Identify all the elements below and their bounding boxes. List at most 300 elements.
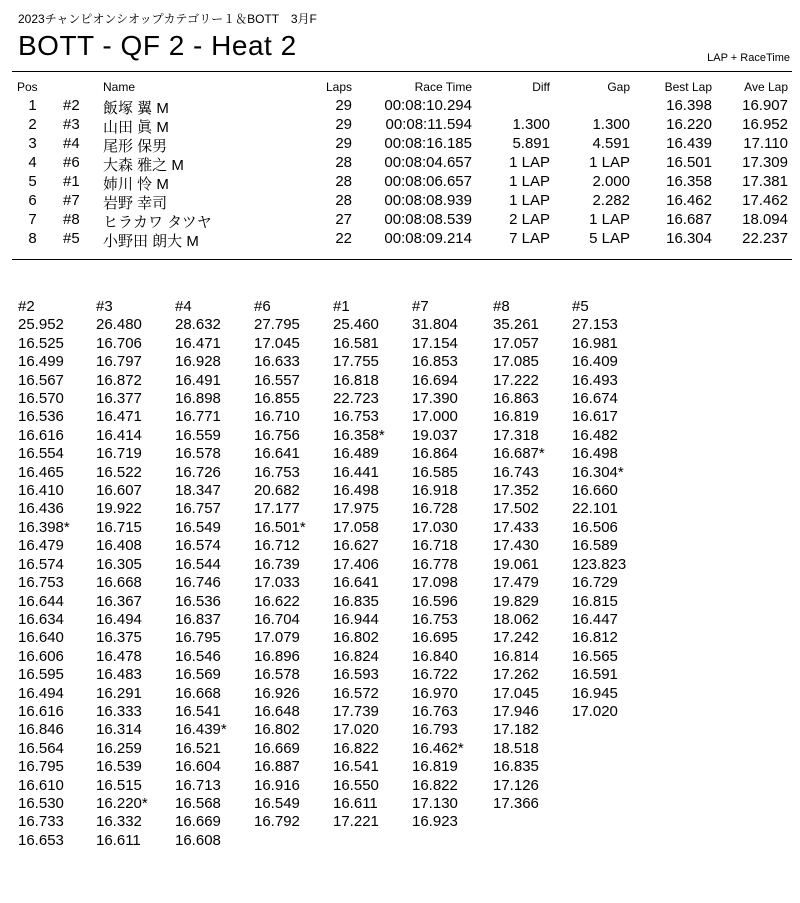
lap-time: 16.611 bbox=[333, 794, 378, 812]
col-racetime-header: Race Time bbox=[414, 80, 472, 94]
lap-column-header: #8 bbox=[493, 298, 510, 315]
lap-column-header: #4 bbox=[175, 298, 192, 315]
lap-time: 16.746 bbox=[175, 574, 221, 592]
result-pos: 4 bbox=[28, 154, 37, 171]
lap-time: 17.126 bbox=[493, 776, 539, 794]
lap-time: 16.574 bbox=[18, 555, 64, 573]
lap-time: 16.855 bbox=[254, 390, 300, 408]
result-race-time: 00:08:06.657 bbox=[384, 173, 472, 190]
lap-time: 16.506 bbox=[572, 518, 618, 536]
lap-time: 16.674 bbox=[572, 390, 618, 408]
col-avelap-header: Ave Lap bbox=[744, 80, 788, 94]
result-pos: 2 bbox=[28, 116, 37, 133]
lap-time: 16.763 bbox=[412, 702, 458, 720]
lap-time: 16.846 bbox=[18, 721, 64, 739]
lap-time: 16.332 bbox=[96, 813, 142, 831]
lap-time: 16.694 bbox=[412, 371, 458, 389]
lap-time: 16.530 bbox=[18, 794, 64, 812]
lap-time: 16.304* bbox=[572, 463, 624, 481]
lap-time: 16.578 bbox=[175, 445, 221, 463]
lap-time: 16.916 bbox=[254, 776, 300, 794]
lap-time: 16.567 bbox=[18, 371, 64, 389]
result-race-time: 00:08:04.657 bbox=[384, 154, 472, 171]
lap-time: 16.482 bbox=[572, 426, 618, 444]
lap-column-header: #2 bbox=[18, 298, 35, 315]
lap-time: 16.743 bbox=[493, 463, 539, 481]
result-ave: 16.952 bbox=[742, 116, 788, 133]
lap-time: 17.390 bbox=[412, 390, 458, 408]
lap-time: 16.410 bbox=[18, 482, 64, 500]
result-ave: 17.462 bbox=[742, 192, 788, 209]
lap-time: 17.000 bbox=[412, 408, 458, 426]
col-bestlap-header: Best Lap bbox=[664, 80, 712, 94]
lap-time: 16.756 bbox=[254, 426, 300, 444]
lap-time: 16.565 bbox=[572, 647, 618, 665]
lap-time: 16.792 bbox=[254, 813, 300, 831]
lap-time: 16.753 bbox=[254, 463, 300, 481]
lap-time: 16.668 bbox=[175, 684, 221, 702]
result-no: #4 bbox=[63, 135, 80, 152]
lap-time: 25.460 bbox=[333, 316, 379, 334]
result-diff: 5.891 bbox=[512, 135, 550, 152]
lap-time: 16.564 bbox=[18, 739, 64, 757]
lap-time: 16.550 bbox=[333, 776, 379, 794]
lap-time: 16.536 bbox=[18, 408, 64, 426]
lap-time: 16.367 bbox=[96, 592, 142, 610]
lap-time: 16.536 bbox=[175, 592, 221, 610]
lap-time: 28.632 bbox=[175, 316, 221, 334]
lap-time: 17.085 bbox=[493, 353, 539, 371]
result-pos: 1 bbox=[28, 97, 37, 114]
lap-time: 16.617 bbox=[572, 408, 618, 426]
lap-time: 16.409 bbox=[572, 353, 618, 371]
lap-time: 16.589 bbox=[572, 537, 618, 555]
result-name: 大森 雅之 M bbox=[103, 157, 184, 174]
lap-time: 16.441 bbox=[333, 463, 379, 481]
lap-time: 16.604 bbox=[175, 758, 221, 776]
lap-time: 16.819 bbox=[493, 408, 539, 426]
lap-time: 17.030 bbox=[412, 518, 458, 536]
top-divider bbox=[12, 71, 792, 72]
lap-time: 16.641 bbox=[333, 574, 379, 592]
lap-time: 16.926 bbox=[254, 684, 300, 702]
lap-time: 16.498 bbox=[333, 482, 379, 500]
lap-time: 16.944 bbox=[333, 610, 379, 628]
lap-time: 16.314 bbox=[96, 721, 142, 739]
result-race-time: 00:08:09.214 bbox=[384, 230, 472, 247]
lap-time: 16.715 bbox=[96, 518, 142, 536]
lap-time: 17.755 bbox=[333, 353, 379, 371]
lap-time: 16.814 bbox=[493, 647, 539, 665]
lap-time: 17.045 bbox=[493, 684, 539, 702]
lap-time: 16.887 bbox=[254, 758, 300, 776]
lap-time: 17.221 bbox=[333, 813, 379, 831]
lap-time: 16.853 bbox=[412, 353, 458, 371]
lap-time: 16.595 bbox=[18, 666, 64, 684]
lap-time: 16.572 bbox=[333, 684, 379, 702]
lap-time: 16.687* bbox=[493, 445, 545, 463]
result-laps: 22 bbox=[335, 230, 352, 247]
lap-time: 16.501* bbox=[254, 518, 306, 536]
result-no: #2 bbox=[63, 97, 80, 114]
lap-time: 16.863 bbox=[493, 390, 539, 408]
result-diff: 2 LAP bbox=[509, 211, 550, 228]
result-diff: 1 LAP bbox=[509, 192, 550, 209]
lap-time: 16.568 bbox=[175, 794, 221, 812]
lap-time: 16.522 bbox=[96, 463, 142, 481]
result-best: 16.398 bbox=[666, 97, 712, 114]
lap-time: 16.499 bbox=[18, 353, 64, 371]
lap-time: 16.554 bbox=[18, 445, 64, 463]
lap-time: 19.829 bbox=[493, 592, 539, 610]
lap-time: 16.733 bbox=[18, 813, 64, 831]
lap-time: 16.606 bbox=[18, 647, 64, 665]
lap-time: 16.722 bbox=[412, 666, 458, 684]
lap-column bbox=[254, 298, 306, 832]
lap-time: 16.574 bbox=[175, 537, 221, 555]
lap-time: 19.061 bbox=[493, 555, 539, 573]
result-race-time: 00:08:10.294 bbox=[384, 97, 472, 114]
lap-time: 16.837 bbox=[175, 610, 221, 628]
lap-column bbox=[572, 298, 626, 721]
lap-time: 16.653 bbox=[18, 831, 64, 849]
lap-column bbox=[18, 298, 70, 850]
result-laps: 27 bbox=[335, 211, 352, 228]
lap-time: 16.610 bbox=[18, 776, 64, 794]
lap-time: 16.408 bbox=[96, 537, 142, 555]
result-laps: 28 bbox=[335, 173, 352, 190]
result-ave: 18.094 bbox=[742, 211, 788, 228]
lap-time: 17.098 bbox=[412, 574, 458, 592]
lap-time: 16.578 bbox=[254, 666, 300, 684]
lap-time: 16.824 bbox=[333, 647, 379, 665]
lap-time: 16.546 bbox=[175, 647, 221, 665]
lap-time: 123.823 bbox=[572, 555, 627, 573]
lap-time: 17.182 bbox=[493, 721, 539, 739]
lap-time: 16.797 bbox=[96, 353, 142, 371]
lap-time: 17.262 bbox=[493, 666, 539, 684]
lap-time: 17.222 bbox=[493, 371, 539, 389]
lap-time: 16.557 bbox=[254, 371, 300, 389]
lap-time: 17.130 bbox=[412, 794, 458, 812]
result-laps: 29 bbox=[335, 116, 352, 133]
lap-column bbox=[333, 298, 385, 832]
lap-time: 16.544 bbox=[175, 555, 221, 573]
lap-time: 16.471 bbox=[96, 408, 142, 426]
lap-time: 16.644 bbox=[18, 592, 64, 610]
lap-time: 16.835 bbox=[333, 592, 379, 610]
result-race-time: 00:08:08.539 bbox=[384, 211, 472, 228]
lap-time: 16.726 bbox=[175, 463, 221, 481]
result-best: 16.501 bbox=[666, 154, 712, 171]
result-row bbox=[0, 230, 800, 249]
lap-time: 16.718 bbox=[412, 537, 458, 555]
result-row bbox=[0, 154, 800, 173]
lap-time: 17.430 bbox=[493, 537, 539, 555]
lap-time: 17.406 bbox=[333, 555, 379, 573]
result-gap: 2.000 bbox=[592, 173, 630, 190]
lap-time: 16.593 bbox=[333, 666, 379, 684]
lap-time: 16.778 bbox=[412, 555, 458, 573]
lap-time: 17.058 bbox=[333, 518, 379, 536]
result-ave: 17.309 bbox=[742, 154, 788, 171]
lap-time: 16.607 bbox=[96, 482, 142, 500]
result-no: #8 bbox=[63, 211, 80, 228]
result-name: ヒラカワ タツヤ bbox=[103, 214, 212, 231]
lap-time: 16.669 bbox=[254, 739, 300, 757]
lap-time: 16.622 bbox=[254, 592, 300, 610]
result-no: #7 bbox=[63, 192, 80, 209]
results-table bbox=[0, 80, 800, 249]
lap-time: 16.970 bbox=[412, 684, 458, 702]
lap-time: 16.447 bbox=[572, 610, 618, 628]
lap-time: 16.479 bbox=[18, 537, 64, 555]
lap-time: 16.616 bbox=[18, 426, 64, 444]
lap-column bbox=[493, 298, 545, 813]
lap-time: 16.489 bbox=[333, 445, 379, 463]
lap-time: 16.739 bbox=[254, 555, 300, 573]
lap-time: 16.981 bbox=[572, 334, 618, 352]
lap-time: 16.515 bbox=[96, 776, 142, 794]
lap-time: 16.864 bbox=[412, 445, 458, 463]
lap-column-header: #7 bbox=[412, 298, 429, 315]
lap-time: 18.518 bbox=[493, 739, 539, 757]
result-laps: 29 bbox=[335, 97, 352, 114]
lap-time: 17.033 bbox=[254, 574, 300, 592]
lap-time: 16.793 bbox=[412, 721, 458, 739]
lap-time: 16.896 bbox=[254, 647, 300, 665]
result-name: 岩野 幸司 bbox=[103, 195, 168, 212]
lap-time: 26.480 bbox=[96, 316, 142, 334]
lap-time: 16.414 bbox=[96, 426, 142, 444]
lap-time: 17.045 bbox=[254, 334, 300, 352]
lap-time: 16.570 bbox=[18, 390, 64, 408]
result-row bbox=[0, 173, 800, 192]
lap-time: 35.261 bbox=[493, 316, 539, 334]
lap-time: 16.704 bbox=[254, 610, 300, 628]
lap-time: 16.757 bbox=[175, 500, 221, 518]
result-gap: 1 LAP bbox=[589, 211, 630, 228]
result-name: 山田 眞 M bbox=[103, 119, 169, 136]
result-no: #5 bbox=[63, 230, 80, 247]
lap-time: 16.525 bbox=[18, 334, 64, 352]
lap-time: 16.398* bbox=[18, 518, 70, 536]
lap-time: 17.154 bbox=[412, 334, 458, 352]
lap-time: 17.433 bbox=[493, 518, 539, 536]
lap-time: 16.648 bbox=[254, 702, 300, 720]
lap-time: 16.471 bbox=[175, 334, 221, 352]
lap-time: 16.669 bbox=[175, 813, 221, 831]
lap-time: 16.840 bbox=[412, 647, 458, 665]
result-laps: 28 bbox=[335, 192, 352, 209]
lap-time: 16.898 bbox=[175, 390, 221, 408]
result-ave: 17.110 bbox=[743, 135, 788, 152]
result-gap: 2.282 bbox=[592, 192, 630, 209]
lap-time: 16.611 bbox=[96, 831, 141, 849]
lap-column bbox=[96, 298, 148, 850]
lap-time: 16.706 bbox=[96, 334, 142, 352]
result-no: #3 bbox=[63, 116, 80, 133]
lap-time: 27.795 bbox=[254, 316, 300, 334]
lap-time: 16.812 bbox=[572, 629, 618, 647]
result-best: 16.462 bbox=[666, 192, 712, 209]
result-ave: 16.907 bbox=[742, 97, 788, 114]
lap-time: 17.975 bbox=[333, 500, 379, 518]
result-gap: 1.300 bbox=[592, 116, 630, 133]
lap-time: 16.819 bbox=[412, 758, 458, 776]
result-ave: 17.381 bbox=[742, 173, 788, 190]
lap-time: 16.795 bbox=[175, 629, 221, 647]
result-pos: 7 bbox=[28, 211, 37, 228]
lap-time: 20.682 bbox=[254, 482, 300, 500]
lap-time: 22.101 bbox=[572, 500, 618, 518]
lap-time: 16.375 bbox=[96, 629, 142, 647]
lap-time: 16.710 bbox=[254, 408, 300, 426]
lap-time: 16.377 bbox=[96, 390, 142, 408]
lap-time: 16.305 bbox=[96, 555, 142, 573]
lap-time: 17.177 bbox=[254, 500, 300, 518]
lap-time: 16.712 bbox=[254, 537, 300, 555]
lap-time: 16.541 bbox=[175, 702, 221, 720]
lap-time: 17.020 bbox=[333, 721, 379, 739]
lap-time: 16.220* bbox=[96, 794, 148, 812]
lap-time: 19.922 bbox=[96, 500, 142, 518]
result-laps: 28 bbox=[335, 154, 352, 171]
lap-time: 16.668 bbox=[96, 574, 142, 592]
result-row bbox=[0, 97, 800, 116]
result-diff: 1 LAP bbox=[509, 173, 550, 190]
lap-time: 16.627 bbox=[333, 537, 379, 555]
result-row bbox=[0, 211, 800, 230]
lap-time: 17.366 bbox=[493, 794, 539, 812]
result-ave: 22.237 bbox=[742, 230, 788, 247]
lap-time: 16.541 bbox=[333, 758, 379, 776]
lap-time: 17.079 bbox=[254, 629, 300, 647]
lap-column-header: #1 bbox=[333, 298, 350, 315]
lap-time: 16.494 bbox=[18, 684, 64, 702]
col-diff-header: Diff bbox=[532, 80, 550, 94]
lap-column-header: #5 bbox=[572, 298, 589, 315]
lap-time: 16.695 bbox=[412, 629, 458, 647]
lap-time: 16.591 bbox=[572, 666, 618, 684]
lap-time: 16.436 bbox=[18, 500, 64, 518]
lap-time: 16.822 bbox=[412, 776, 458, 794]
lap-time: 16.945 bbox=[572, 684, 618, 702]
lap-time: 16.569 bbox=[175, 666, 221, 684]
lap-time: 18.347 bbox=[175, 482, 221, 500]
result-pos: 5 bbox=[28, 173, 37, 190]
result-diff: 1.300 bbox=[512, 116, 550, 133]
lap-time: 16.462* bbox=[412, 739, 464, 757]
lap-time: 16.498 bbox=[572, 445, 618, 463]
lap-time: 16.753 bbox=[412, 610, 458, 628]
result-best: 16.358 bbox=[666, 173, 712, 190]
lap-time: 16.640 bbox=[18, 629, 64, 647]
lap-time: 16.918 bbox=[412, 482, 458, 500]
lap-time: 16.795 bbox=[18, 758, 64, 776]
result-name: 飯塚 翼 M bbox=[103, 100, 169, 117]
result-race-time: 00:08:11.594 bbox=[385, 116, 472, 133]
lap-time: 16.521 bbox=[175, 739, 221, 757]
lap-time: 16.291 bbox=[96, 684, 142, 702]
lap-time: 16.802 bbox=[333, 629, 379, 647]
lap-time: 17.479 bbox=[493, 574, 539, 592]
lap-time: 16.259 bbox=[96, 739, 142, 757]
lap-time: 17.057 bbox=[493, 334, 539, 352]
lap-time: 16.596 bbox=[412, 592, 458, 610]
col-gap-header: Gap bbox=[607, 80, 630, 94]
lap-time: 16.815 bbox=[572, 592, 618, 610]
lap-time: 16.549 bbox=[254, 794, 300, 812]
results-body bbox=[0, 97, 800, 249]
lap-time: 16.822 bbox=[333, 739, 379, 757]
lap-column-header: #6 bbox=[254, 298, 271, 315]
lap-time: 16.483 bbox=[96, 666, 142, 684]
result-pos: 8 bbox=[28, 230, 37, 247]
lap-time: 16.491 bbox=[175, 371, 221, 389]
lap-time: 16.719 bbox=[96, 445, 142, 463]
report-mode: LAP + RaceTime bbox=[707, 52, 790, 64]
result-gap: 4.591 bbox=[592, 135, 630, 152]
col-name-header: Name bbox=[103, 80, 136, 94]
lap-time: 16.641 bbox=[254, 445, 300, 463]
lap-column bbox=[412, 298, 464, 832]
result-best: 16.439 bbox=[666, 135, 712, 152]
result-no: #1 bbox=[63, 173, 80, 190]
result-race-time: 00:08:08.939 bbox=[384, 192, 472, 209]
result-row bbox=[0, 135, 800, 154]
lap-time: 16.802 bbox=[254, 721, 300, 739]
lap-time: 16.478 bbox=[96, 647, 142, 665]
lap-time: 16.729 bbox=[572, 574, 618, 592]
lap-time: 17.020 bbox=[572, 702, 618, 720]
lap-time: 16.923 bbox=[412, 813, 458, 831]
result-pos: 3 bbox=[28, 135, 37, 152]
lap-time: 17.318 bbox=[493, 426, 539, 444]
result-best: 16.687 bbox=[666, 211, 712, 228]
col-pos-header: Pos bbox=[17, 80, 38, 94]
lap-time: 18.062 bbox=[493, 610, 539, 628]
result-no: #6 bbox=[63, 154, 80, 171]
result-row bbox=[0, 116, 800, 135]
lap-time: 16.493 bbox=[572, 371, 618, 389]
result-pos: 6 bbox=[28, 192, 37, 209]
lap-time: 31.804 bbox=[412, 316, 458, 334]
results-header-row bbox=[0, 80, 800, 97]
col-laps-header: Laps bbox=[325, 80, 352, 94]
lap-column-header: #3 bbox=[96, 298, 113, 315]
lap-time: 17.739 bbox=[333, 702, 379, 720]
result-diff: 1 LAP bbox=[509, 154, 550, 171]
lap-time: 17.502 bbox=[493, 500, 539, 518]
lap-time: 16.771 bbox=[175, 408, 221, 426]
result-race-time: 00:08:16.185 bbox=[384, 135, 472, 152]
lap-time: 16.608 bbox=[175, 831, 221, 849]
result-name: 小野田 朗大 M bbox=[103, 233, 199, 250]
lap-time: 16.549 bbox=[175, 518, 221, 536]
page-title: BOTT - QF 2 - Heat 2 bbox=[18, 30, 297, 61]
bottom-divider bbox=[12, 259, 792, 260]
lap-time: 16.616 bbox=[18, 702, 64, 720]
lap-time: 16.633 bbox=[254, 353, 300, 371]
result-gap: 1 LAP bbox=[589, 154, 630, 171]
lap-time: 16.439* bbox=[175, 721, 227, 739]
lap-time: 16.585 bbox=[412, 463, 458, 481]
lap-time: 16.713 bbox=[175, 776, 221, 794]
lap-time: 16.494 bbox=[96, 610, 142, 628]
lap-time: 16.835 bbox=[493, 758, 539, 776]
lap-time: 16.728 bbox=[412, 500, 458, 518]
